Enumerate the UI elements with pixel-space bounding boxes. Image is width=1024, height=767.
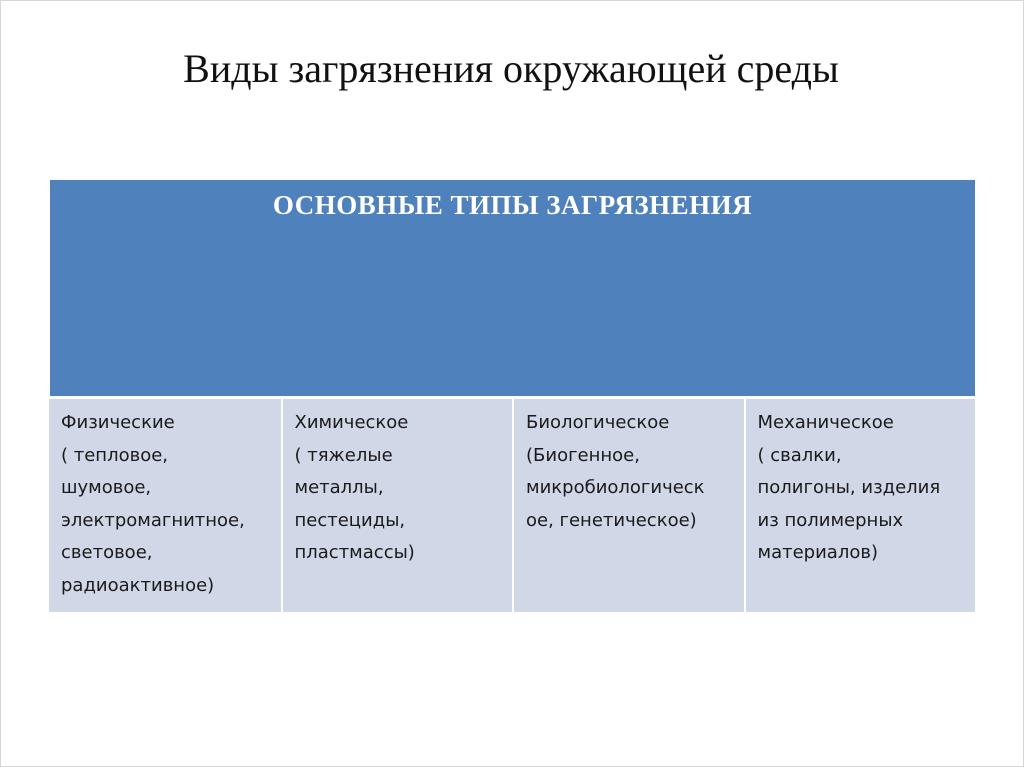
cell-line: электромагнитное, [61, 509, 245, 531]
cell-line: полигоны, изделия [757, 477, 941, 498]
cell-line: ое, генетическое) [526, 509, 697, 531]
cell-line: микробиологическ [526, 477, 705, 498]
slide-title: Виды загрязнения окружающей среды [183, 46, 839, 91]
cell-physical-text [49, 399, 281, 602]
cell-chemical-text [283, 399, 513, 570]
cell-mechanical-text [746, 399, 976, 570]
cell-line: пестециды, [294, 509, 406, 531]
cell-line: Физические [61, 412, 175, 433]
cell-line: ( тяжелые [294, 444, 393, 466]
table-header-row [49, 179, 975, 396]
cell-line: Биологическое [526, 412, 670, 433]
cell-line: пластмассы) [294, 542, 415, 563]
cell-line: ( свалки, [757, 444, 842, 466]
cell-chemical [281, 396, 513, 612]
cell-line: материалов) [757, 542, 878, 563]
cell-line: металлы, [294, 477, 384, 498]
cell-line: радиоактивное) [61, 574, 215, 596]
pollution-types-table [49, 179, 975, 612]
cell-line: ( тепловое, [61, 444, 169, 466]
table-header-text: ОСНОВНЫЕ ТИПЫ ЗАГРЯЗНЕНИЯ [272, 190, 753, 220]
cell-line: шумовое, [61, 477, 152, 498]
cell-physical [49, 396, 281, 612]
cell-mechanical [744, 396, 976, 612]
table-header-cell [49, 179, 975, 396]
cell-line: Механическое [757, 412, 894, 433]
table-row [49, 396, 975, 612]
cell-line: (Биогенное, [526, 444, 640, 466]
cell-line: из полимерных [757, 509, 904, 531]
cell-biological-text [514, 399, 744, 537]
cell-line: Химическое [294, 412, 409, 433]
cell-line: световое, [61, 542, 153, 563]
cell-biological [512, 396, 744, 612]
